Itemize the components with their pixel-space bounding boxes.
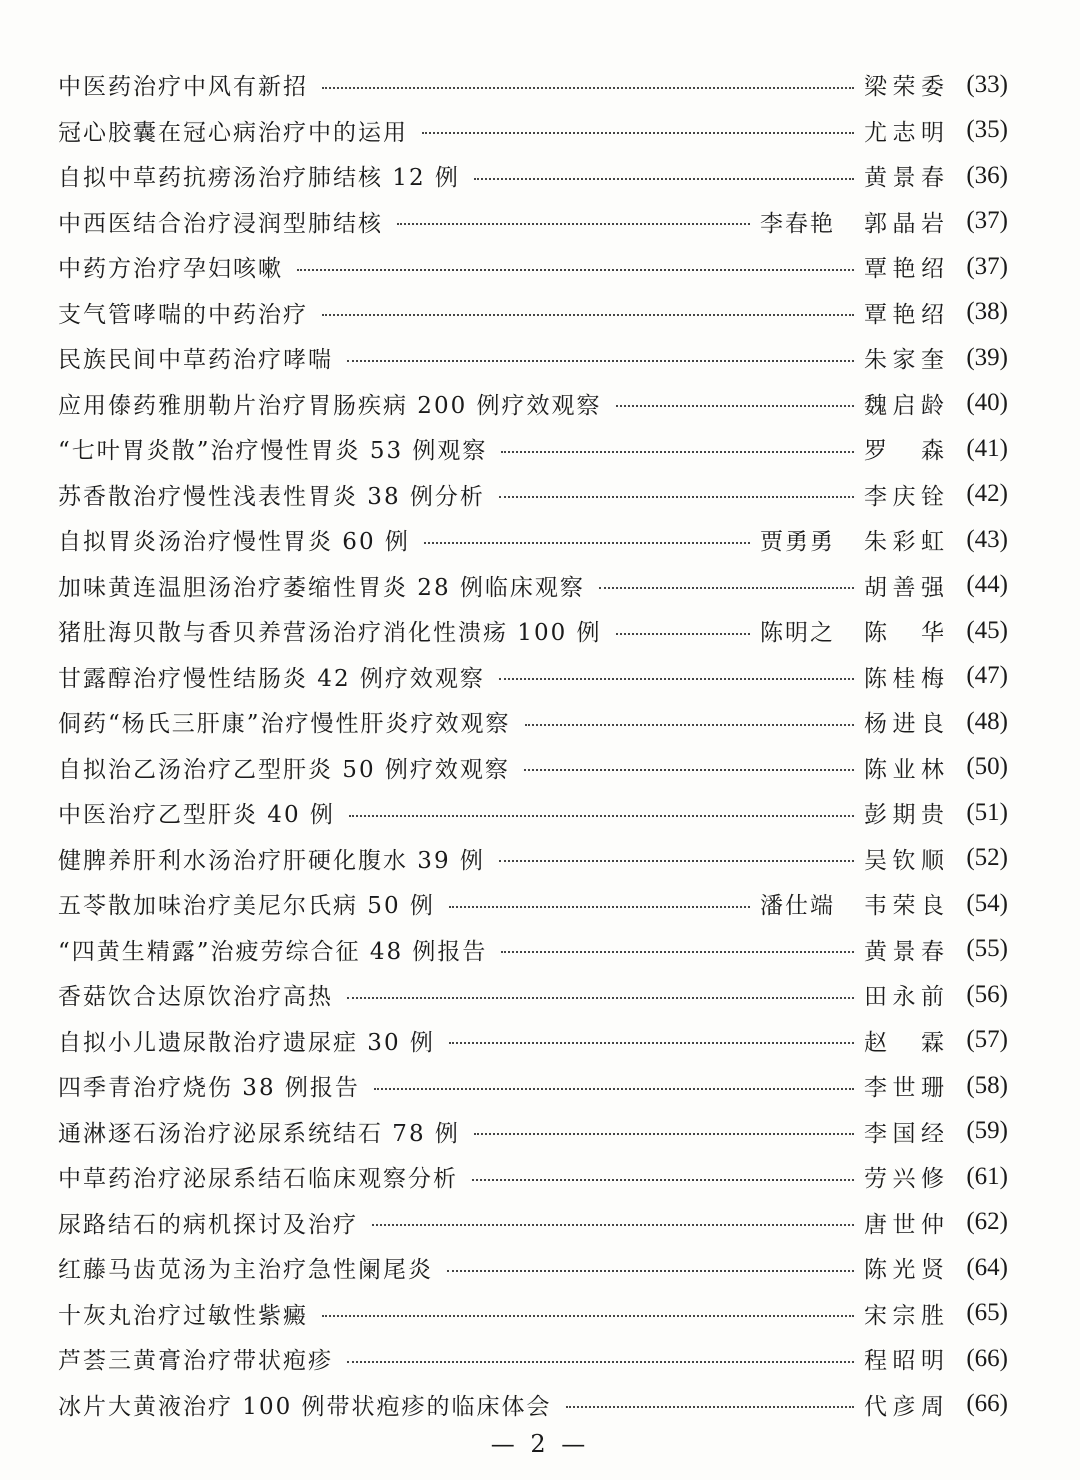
toc-entry [58,699,1008,745]
toc-entry-title: 自拟治乙汤治疗乙型肝炎 50 例疗效观察 [58,756,510,783]
toc-entry [58,836,1008,882]
toc-entry-title: 自拟中草药抗痨汤治疗肺结核 12 例 [58,165,460,192]
toc-entry-author: 朱彩虹 [864,529,946,556]
dot-leader [501,951,854,953]
toc-entry [58,1336,1008,1382]
dot-leader [499,496,854,498]
dot-leader [347,997,854,999]
toc-entry-author: 尤志明 [864,119,946,146]
toc-entry [58,927,1008,973]
dot-leader [616,633,750,635]
toc-entry-author: 黄景春 [864,938,946,965]
toc-entry-title: 加味黄连温胆汤治疗萎缩性胃炎 28 例临床观察 [58,574,585,601]
toc-entry-author: 陈光贤 [864,1257,946,1284]
toc-entry-coauthor: 潘仕端 [760,893,835,920]
toc-entry-author: 魏启龄 [864,392,946,419]
toc-entry-title: “四黄生精露”治疲劳综合征 48 例报告 [58,938,488,965]
toc-entry-title: 民族民间中草药治疗哮喘 [58,347,333,374]
toc-entry-author: 彭期贵 [864,802,946,829]
toc-entry-author: 朱家奎 [864,347,946,374]
toc-entry-title: 苏香散治疗慢性浅表性胃炎 38 例分析 [58,483,485,510]
toc-entry-author: 梁荣委 [864,74,946,101]
toc-entry-title: 香菇饮合达原饮治疗高热 [58,984,333,1011]
toc-entry-page: (62) [966,1208,1008,1236]
toc-entry-page: (65) [966,1299,1008,1327]
toc-entry-title: 十灰丸治疗过敏性紫癜 [58,1302,308,1329]
dot-leader [472,1179,854,1181]
toc-entry-title: “七叶胃炎散”治疗慢性胃炎 53 例观察 [58,438,488,465]
toc-entry-author: 罗 森 [864,438,946,465]
toc-entry-title: 中药方治疗孕妇咳嗽 [58,256,283,283]
toc-entry-author: 覃艳绍 [864,256,946,283]
dot-leader [397,223,750,225]
dot-leader [322,1315,854,1317]
toc-entry-author: 吴钦顺 [864,847,946,874]
dot-leader [499,860,854,862]
toc-entry-title: 自拟胃炎汤治疗慢性胃炎 60 例 [58,529,410,556]
dot-leader [616,405,854,407]
toc-entry-page: (64) [966,1253,1008,1281]
toc-entry-title: 侗药“杨氏三肝康”治疗慢性肝炎疗效观察 [58,711,511,738]
toc-entry-author: 杨进良 [864,711,946,738]
toc-entry-author: 胡善强 [864,574,946,601]
toc-entry-title: 中医治疗乙型肝炎 40 例 [58,802,335,829]
toc-entry [58,1018,1008,1064]
toc-entry-page: (66) [966,1344,1008,1372]
dot-leader [347,1361,854,1363]
toc-entry-page: (35) [966,116,1008,144]
toc-entry-page: (47) [966,662,1008,690]
toc-entry-page: (58) [966,1071,1008,1099]
toc-entry-page: (44) [966,571,1008,599]
toc-entry [58,472,1008,518]
toc-entry [58,790,1008,836]
toc-entry-page: (37) [966,207,1008,235]
toc-entry-author: 郭晶岩 [864,210,946,237]
toc-entry-page: (37) [966,252,1008,280]
toc-entry-author: 覃艳绍 [864,301,946,328]
toc-entry-title: 中草药治疗泌尿系结石临床观察分析 [58,1166,458,1193]
page-number: — 2 — [490,1430,590,1458]
toc-entry-title: 尿路结石的病机探讨及治疗 [58,1211,358,1238]
dot-leader [322,314,854,316]
toc-entry-page: (33) [966,70,1008,98]
toc-entry-page: (66) [966,1390,1008,1418]
dot-leader [422,132,854,134]
dot-leader [297,269,854,271]
toc-entry [58,244,1008,290]
toc-entry-author: 韦荣良 [864,893,946,920]
toc-entry-title: 支气管哮喘的中药治疗 [58,301,308,328]
toc-entry-page: (51) [966,798,1008,826]
toc-entry [58,745,1008,791]
toc-entry-page: (45) [966,616,1008,644]
toc-entry-page: (38) [966,298,1008,326]
toc-entry-page: (50) [966,753,1008,781]
dot-leader [447,1270,854,1272]
toc-entry [58,62,1008,108]
toc-entry [58,290,1008,336]
toc-entry-title: 甘露醇治疗慢性结肠炎 42 例疗效观察 [58,665,485,692]
toc-entry-title: 四季青治疗烧伤 38 例报告 [58,1075,360,1102]
dot-leader [349,815,854,817]
toc-entry-author: 劳兴修 [864,1166,946,1193]
toc-entry-author: 陈业林 [864,756,946,783]
toc-entry-title: 中医药治疗中风有新招 [58,74,308,101]
toc-entry-page: (43) [966,525,1008,553]
toc-entry-coauthor: 陈明之 [760,620,835,647]
dot-leader [372,1224,854,1226]
toc-entry [58,335,1008,381]
toc-entry-title: 通淋逐石汤治疗泌尿系统结石 78 例 [58,1120,460,1147]
toc-entry [58,1200,1008,1246]
toc-entry-coauthor: 李春艳 [760,210,835,237]
toc-entry-title: 芦荟三黄膏治疗带状疱疹 [58,1348,333,1375]
toc-entry-author: 唐世仲 [864,1211,946,1238]
toc-entry-author: 田永前 [864,984,946,1011]
toc-entry [58,654,1008,700]
dot-leader [525,724,854,726]
dot-leader [566,1406,854,1408]
toc-entry [58,108,1008,154]
dot-leader [449,1042,854,1044]
toc-entry-title: 五苓散加味治疗美尼尔氏病 50 例 [58,893,435,920]
dot-leader [322,87,854,89]
toc-entry-author: 宋宗胜 [864,1302,946,1329]
toc-entry-page: (56) [966,980,1008,1008]
toc-entry-title: 健脾养肝利水汤治疗肝硬化腹水 39 例 [58,847,485,874]
toc-entry-page: (55) [966,935,1008,963]
table-of-contents [58,62,1008,1427]
toc-entry-page: (52) [966,844,1008,872]
toc-entry-author: 李国经 [864,1120,946,1147]
toc-entry-page: (59) [966,1117,1008,1145]
toc-entry-author: 李世珊 [864,1075,946,1102]
toc-entry-title: 冰片大黄液治疗 100 例带状疱疹的临床体会 [58,1393,552,1420]
toc-entry-title: 中西医结合治疗浸润型肺结核 [58,210,383,237]
toc-entry-title: 冠心胶囊在冠心病治疗中的运用 [58,119,408,146]
toc-entry-author: 陈桂梅 [864,665,946,692]
toc-entry-page: (61) [966,1162,1008,1190]
dot-leader [501,451,854,453]
toc-entry-page: (36) [966,161,1008,189]
toc-entry-page: (57) [966,1026,1008,1054]
toc-entry-title: 红藤马齿苋汤为主治疗急性阑尾炎 [58,1257,433,1284]
toc-entry [58,608,1008,654]
toc-entry [58,426,1008,472]
toc-entry-author: 黄景春 [864,165,946,192]
dot-leader [599,587,854,589]
toc-entry-title: 自拟小儿遗尿散治疗遗尿症 30 例 [58,1029,435,1056]
toc-entry-page: (41) [966,434,1008,462]
toc-entry-author: 李庆铨 [864,483,946,510]
toc-entry-page: (48) [966,707,1008,735]
dot-leader [474,178,854,180]
toc-entry-page: (42) [966,480,1008,508]
toc-entry [58,881,1008,927]
toc-entry [58,1382,1008,1428]
toc-entry [58,381,1008,427]
toc-entry-author: 赵 霖 [864,1029,946,1056]
toc-entry [58,1245,1008,1291]
toc-entry-title: 应用傣药雅朋勒片治疗胃肠疾病 200 例疗效观察 [58,392,602,419]
dot-leader [474,1133,854,1135]
dot-leader [424,542,750,544]
dot-leader [374,1088,854,1090]
toc-entry-author: 代彦周 [864,1393,946,1420]
toc-entry-author: 陈 华 [864,620,946,647]
toc-entry-author: 程昭明 [864,1348,946,1375]
toc-entry [58,1291,1008,1337]
dot-leader [524,769,854,771]
toc-entry-page: (40) [966,389,1008,417]
toc-entry [58,1109,1008,1155]
dot-leader [499,678,854,680]
toc-entry [58,563,1008,609]
toc-entry-page: (54) [966,889,1008,917]
toc-entry-page: (39) [966,343,1008,371]
toc-entry [58,199,1008,245]
dot-leader [347,360,854,362]
toc-entry [58,1063,1008,1109]
toc-entry-coauthor: 贾勇勇 [760,529,835,556]
toc-entry [58,1154,1008,1200]
toc-entry-title: 猪肚海贝散与香贝养营汤治疗消化性溃疡 100 例 [58,620,602,647]
dot-leader [449,906,750,908]
toc-entry [58,153,1008,199]
toc-entry [58,517,1008,563]
toc-entry [58,972,1008,1018]
